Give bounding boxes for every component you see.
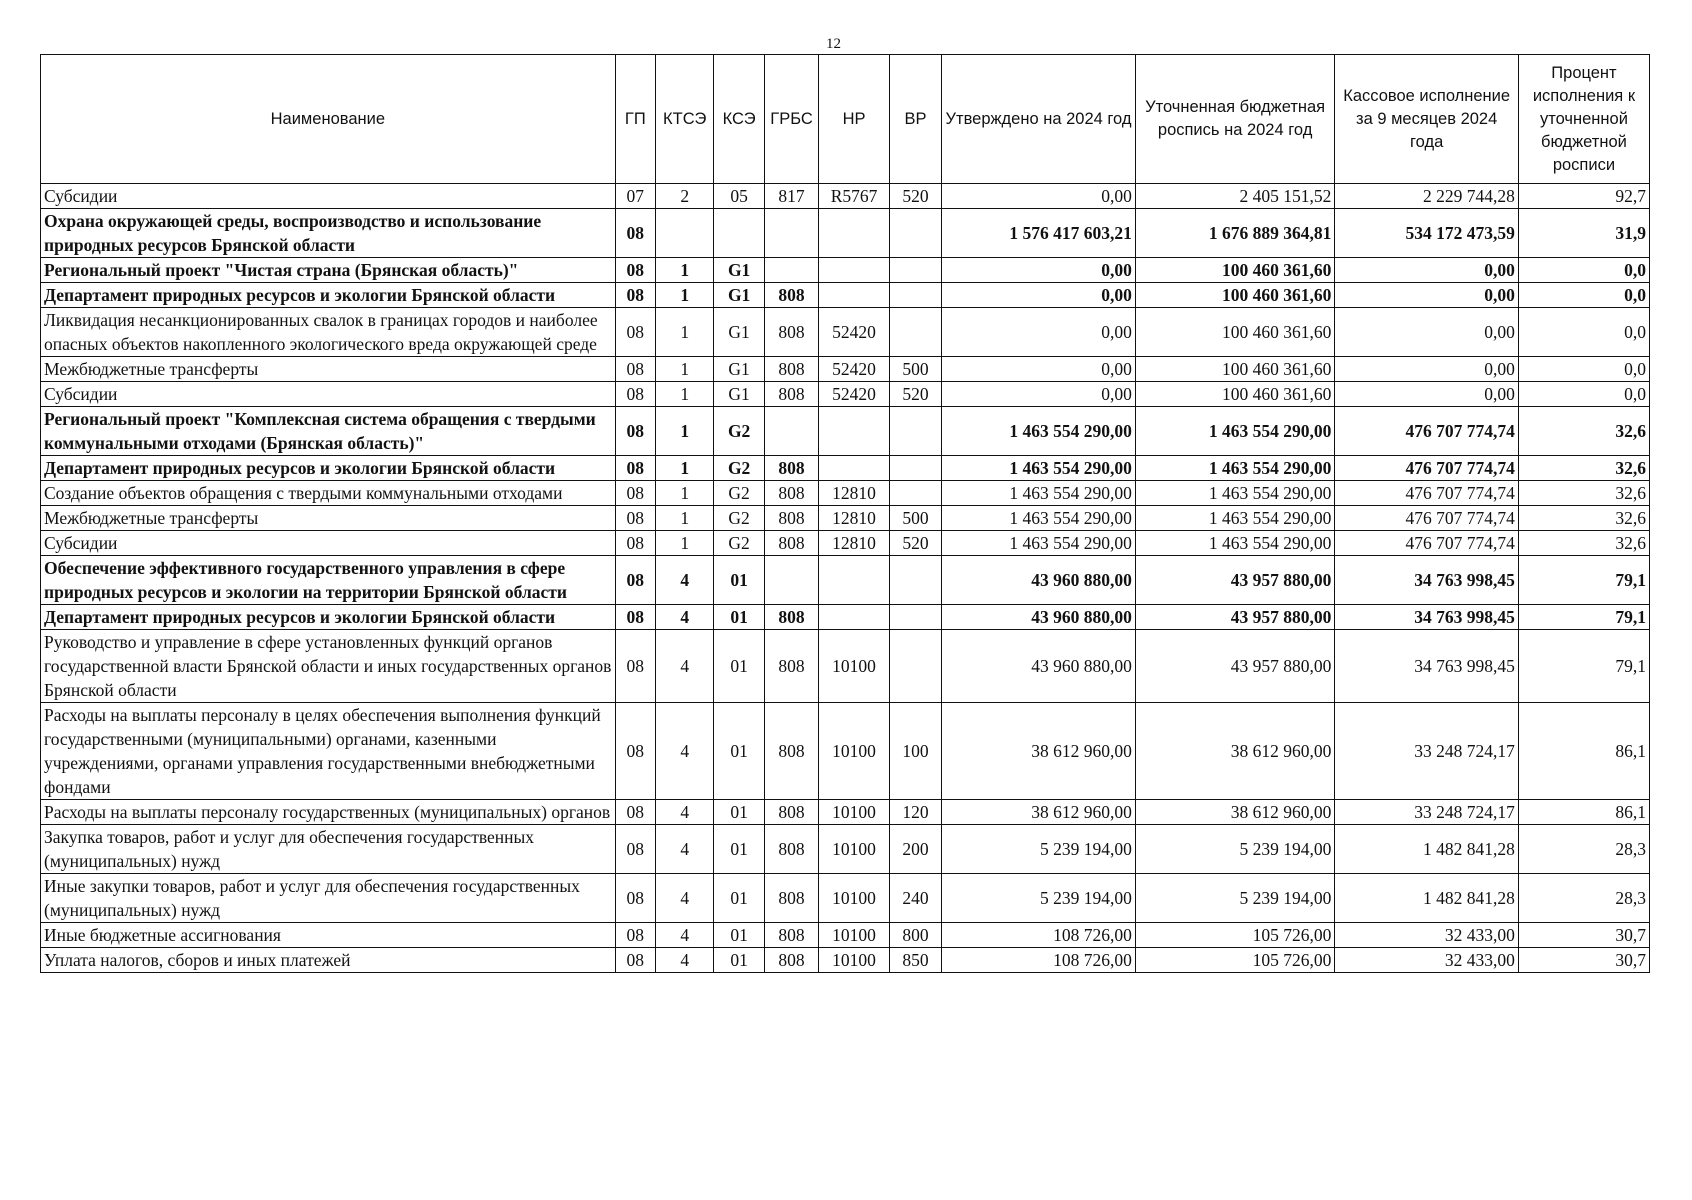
header-gp: ГП: [615, 55, 655, 184]
cell-approved: 38 612 960,00: [942, 703, 1136, 800]
cell-gp: 08: [615, 481, 655, 506]
table-row: [41, 874, 1650, 923]
cell-gp: 08: [615, 923, 655, 948]
cell-grbs: 808: [764, 923, 818, 948]
cell-gp: 08: [615, 407, 655, 456]
cell-vr: [889, 456, 941, 481]
cell-np: [819, 407, 890, 456]
cell-gp: 08: [615, 506, 655, 531]
cell-name: Уплата налогов, сборов и иных платежей: [41, 948, 616, 973]
cell-ktse: 1: [655, 258, 713, 283]
cell-np: [819, 456, 890, 481]
cell-kse: 01: [714, 825, 764, 874]
cell-grbs: 808: [764, 308, 818, 357]
cell-kse: G2: [714, 481, 764, 506]
cell-percent: 0,0: [1518, 382, 1649, 407]
cell-kse: 01: [714, 630, 764, 703]
cell-kse: 01: [714, 556, 764, 605]
cell-cash: 476 707 774,74: [1335, 531, 1518, 556]
cell-ktse: 4: [655, 923, 713, 948]
cell-np: 10100: [819, 630, 890, 703]
cell-cash: 534 172 473,59: [1335, 209, 1518, 258]
cell-name: Межбюджетные трансферты: [41, 357, 616, 382]
cell-np: 52420: [819, 357, 890, 382]
cell-refined: 43 957 880,00: [1135, 556, 1335, 605]
cell-grbs: 808: [764, 605, 818, 630]
cell-grbs: 808: [764, 703, 818, 800]
cell-grbs: 808: [764, 283, 818, 308]
cell-kse: 01: [714, 874, 764, 923]
cell-ktse: [655, 209, 713, 258]
cell-refined: 100 460 361,60: [1135, 357, 1335, 382]
cell-percent: 28,3: [1518, 825, 1649, 874]
cell-ktse: 4: [655, 874, 713, 923]
header-cash: Кассовое исполнение за 9 месяцев 2024 года: [1335, 55, 1518, 184]
table-row: [41, 258, 1650, 283]
cell-gp: 08: [615, 456, 655, 481]
cell-np: 10100: [819, 923, 890, 948]
header-grbs: ГРБС: [764, 55, 818, 184]
table-row: [41, 184, 1650, 209]
cell-vr: 500: [889, 357, 941, 382]
cell-percent: 0,0: [1518, 308, 1649, 357]
cell-approved: 1 463 554 290,00: [942, 531, 1136, 556]
cell-name: Расходы на выплаты персоналу государственных (муниципальных) органов: [41, 800, 616, 825]
budget-execution-table: [40, 54, 1650, 973]
cell-vr: [889, 209, 941, 258]
cell-vr: [889, 605, 941, 630]
cell-vr: [889, 308, 941, 357]
cell-np: 12810: [819, 531, 890, 556]
cell-approved: 0,00: [942, 382, 1136, 407]
cell-grbs: 808: [764, 630, 818, 703]
header-percent: Процент исполнения к уточненной бюджетной росписи: [1518, 55, 1649, 184]
table-row: [41, 481, 1650, 506]
cell-cash: 476 707 774,74: [1335, 481, 1518, 506]
table-row: [41, 923, 1650, 948]
cell-grbs: [764, 209, 818, 258]
cell-cash: 34 763 998,45: [1335, 605, 1518, 630]
cell-approved: 0,00: [942, 308, 1136, 357]
cell-percent: 32,6: [1518, 506, 1649, 531]
cell-vr: [889, 556, 941, 605]
cell-name: Ликвидация несанкционированных свалок в границах городов и наиболее опасных объектов накопленного экологического вреда окружающей среде: [41, 308, 616, 357]
cell-percent: 31,9: [1518, 209, 1649, 258]
cell-ktse: 1: [655, 407, 713, 456]
cell-kse: 01: [714, 703, 764, 800]
cell-approved: 38 612 960,00: [942, 800, 1136, 825]
cell-cash: 2 229 744,28: [1335, 184, 1518, 209]
cell-refined: 43 957 880,00: [1135, 630, 1335, 703]
cell-ktse: 4: [655, 825, 713, 874]
cell-vr: [889, 407, 941, 456]
table-row: [41, 456, 1650, 481]
cell-kse: [714, 209, 764, 258]
cell-kse: G2: [714, 456, 764, 481]
cell-percent: 0,0: [1518, 357, 1649, 382]
cell-approved: 108 726,00: [942, 923, 1136, 948]
cell-vr: [889, 481, 941, 506]
cell-grbs: 808: [764, 825, 818, 874]
table-row: [41, 209, 1650, 258]
table-row: [41, 605, 1650, 630]
cell-refined: 100 460 361,60: [1135, 308, 1335, 357]
cell-vr: 520: [889, 382, 941, 407]
cell-gp: 08: [615, 382, 655, 407]
cell-ktse: 1: [655, 531, 713, 556]
cell-cash: 476 707 774,74: [1335, 407, 1518, 456]
cell-kse: G2: [714, 531, 764, 556]
cell-cash: 34 763 998,45: [1335, 556, 1518, 605]
cell-percent: 32,6: [1518, 531, 1649, 556]
cell-refined: 1 463 554 290,00: [1135, 407, 1335, 456]
cell-ktse: 4: [655, 948, 713, 973]
cell-vr: [889, 283, 941, 308]
cell-name: Субсидии: [41, 184, 616, 209]
cell-vr: 500: [889, 506, 941, 531]
cell-cash: 0,00: [1335, 258, 1518, 283]
cell-percent: 32,6: [1518, 456, 1649, 481]
cell-gp: 08: [615, 630, 655, 703]
cell-gp: 08: [615, 556, 655, 605]
cell-np: 10100: [819, 948, 890, 973]
table-row: [41, 308, 1650, 357]
cell-approved: 5 239 194,00: [942, 874, 1136, 923]
cell-name: Закупка товаров, работ и услуг для обеспечения государственных (муниципальных) нужд: [41, 825, 616, 874]
cell-approved: 0,00: [942, 283, 1136, 308]
cell-percent: 79,1: [1518, 556, 1649, 605]
cell-kse: 05: [714, 184, 764, 209]
cell-approved: 0,00: [942, 258, 1136, 283]
table-row: [41, 382, 1650, 407]
cell-gp: 08: [615, 948, 655, 973]
cell-cash: 32 433,00: [1335, 923, 1518, 948]
cell-ktse: 1: [655, 283, 713, 308]
cell-np: R5767: [819, 184, 890, 209]
cell-refined: 1 463 554 290,00: [1135, 456, 1335, 481]
cell-ktse: 1: [655, 382, 713, 407]
header-name: Наименование: [41, 55, 616, 184]
cell-gp: 08: [615, 283, 655, 308]
cell-approved: 0,00: [942, 184, 1136, 209]
cell-kse: G1: [714, 283, 764, 308]
cell-grbs: [764, 258, 818, 283]
cell-approved: 1 463 554 290,00: [942, 456, 1136, 481]
cell-gp: 08: [615, 800, 655, 825]
cell-cash: 33 248 724,17: [1335, 800, 1518, 825]
cell-np: 10100: [819, 703, 890, 800]
cell-percent: 30,7: [1518, 948, 1649, 973]
cell-refined: 38 612 960,00: [1135, 800, 1335, 825]
cell-ktse: 1: [655, 481, 713, 506]
cell-kse: G1: [714, 357, 764, 382]
table-body: [41, 184, 1650, 973]
cell-vr: 800: [889, 923, 941, 948]
header-np: НР: [819, 55, 890, 184]
cell-np: [819, 556, 890, 605]
cell-refined: 1 463 554 290,00: [1135, 481, 1335, 506]
cell-percent: 32,6: [1518, 407, 1649, 456]
cell-gp: 08: [615, 874, 655, 923]
cell-ktse: 4: [655, 630, 713, 703]
cell-gp: 08: [615, 258, 655, 283]
table-row: [41, 357, 1650, 382]
cell-vr: 520: [889, 184, 941, 209]
header-approved: Утверждено на 2024 год: [942, 55, 1136, 184]
table-row: [41, 283, 1650, 308]
cell-cash: 0,00: [1335, 357, 1518, 382]
cell-grbs: 808: [764, 800, 818, 825]
header-vr: ВР: [889, 55, 941, 184]
cell-approved: 5 239 194,00: [942, 825, 1136, 874]
cell-vr: 240: [889, 874, 941, 923]
cell-kse: 01: [714, 605, 764, 630]
page-number: 12: [826, 36, 841, 52]
cell-approved: 1 576 417 603,21: [942, 209, 1136, 258]
cell-name: Региональный проект "Комплексная система обращения с твердыми коммунальными отходами (Брянская область)": [41, 407, 616, 456]
cell-kse: G1: [714, 258, 764, 283]
cell-refined: 100 460 361,60: [1135, 382, 1335, 407]
cell-kse: G2: [714, 407, 764, 456]
cell-refined: 38 612 960,00: [1135, 703, 1335, 800]
cell-percent: 28,3: [1518, 874, 1649, 923]
cell-ktse: 4: [655, 800, 713, 825]
cell-percent: 30,7: [1518, 923, 1649, 948]
cell-name: Иные закупки товаров, работ и услуг для обеспечения государственных (муниципальных) нужд: [41, 874, 616, 923]
cell-name: Субсидии: [41, 531, 616, 556]
cell-np: 52420: [819, 382, 890, 407]
cell-percent: 0,0: [1518, 258, 1649, 283]
cell-percent: 92,7: [1518, 184, 1649, 209]
cell-name: Иные бюджетные ассигнования: [41, 923, 616, 948]
cell-grbs: [764, 407, 818, 456]
cell-refined: 105 726,00: [1135, 923, 1335, 948]
table-row: [41, 825, 1650, 874]
cell-name: Региональный проект "Чистая страна (Брянская область)": [41, 258, 616, 283]
cell-ktse: 4: [655, 703, 713, 800]
cell-approved: 1 463 554 290,00: [942, 481, 1136, 506]
cell-cash: 1 482 841,28: [1335, 874, 1518, 923]
cell-refined: 1 676 889 364,81: [1135, 209, 1335, 258]
cell-name: Обеспечение эффективного государственного управления в сфере природных ресурсов и экологии на территории Брянской области: [41, 556, 616, 605]
cell-np: [819, 283, 890, 308]
cell-np: [819, 258, 890, 283]
cell-kse: G2: [714, 506, 764, 531]
cell-grbs: 808: [764, 531, 818, 556]
cell-vr: 200: [889, 825, 941, 874]
cell-percent: 79,1: [1518, 605, 1649, 630]
table-row: [41, 407, 1650, 456]
cell-refined: 100 460 361,60: [1135, 283, 1335, 308]
cell-cash: 34 763 998,45: [1335, 630, 1518, 703]
cell-name: Охрана окружающей среды, воспроизводство и использование природных ресурсов Брянской области: [41, 209, 616, 258]
cell-vr: [889, 258, 941, 283]
cell-approved: 0,00: [942, 357, 1136, 382]
cell-gp: 08: [615, 825, 655, 874]
cell-percent: 0,0: [1518, 283, 1649, 308]
cell-gp: 08: [615, 308, 655, 357]
cell-refined: 43 957 880,00: [1135, 605, 1335, 630]
cell-approved: 43 960 880,00: [942, 630, 1136, 703]
cell-name: Руководство и управление в сфере установленных функций органов государственной власти Брянской области и иных государственных органов Брянской области: [41, 630, 616, 703]
cell-refined: 100 460 361,60: [1135, 258, 1335, 283]
cell-cash: 32 433,00: [1335, 948, 1518, 973]
cell-cash: 1 482 841,28: [1335, 825, 1518, 874]
cell-ktse: 1: [655, 456, 713, 481]
cell-grbs: [764, 556, 818, 605]
cell-np: [819, 209, 890, 258]
cell-grbs: 808: [764, 357, 818, 382]
cell-approved: 1 463 554 290,00: [942, 506, 1136, 531]
cell-approved: 43 960 880,00: [942, 556, 1136, 605]
table-row: [41, 703, 1650, 800]
cell-grbs: 808: [764, 948, 818, 973]
cell-refined: 1 463 554 290,00: [1135, 506, 1335, 531]
cell-name: Расходы на выплаты персоналу в целях обеспечения выполнения функций государственными (муниципальными) органами, казенными учреждениями, органами управления государственными внебюджетными фондами: [41, 703, 616, 800]
cell-ktse: 1: [655, 357, 713, 382]
cell-vr: 120: [889, 800, 941, 825]
cell-grbs: 808: [764, 382, 818, 407]
cell-ktse: 2: [655, 184, 713, 209]
cell-refined: 1 463 554 290,00: [1135, 531, 1335, 556]
header-kse: КСЭ: [714, 55, 764, 184]
cell-percent: 79,1: [1518, 630, 1649, 703]
cell-np: 10100: [819, 825, 890, 874]
table-row: [41, 800, 1650, 825]
cell-cash: 476 707 774,74: [1335, 456, 1518, 481]
cell-percent: 86,1: [1518, 800, 1649, 825]
cell-gp: 08: [615, 209, 655, 258]
table-row: [41, 556, 1650, 605]
cell-np: 12810: [819, 481, 890, 506]
cell-refined: 2 405 151,52: [1135, 184, 1335, 209]
cell-gp: 08: [615, 531, 655, 556]
cell-vr: 520: [889, 531, 941, 556]
cell-refined: 105 726,00: [1135, 948, 1335, 973]
cell-cash: 476 707 774,74: [1335, 506, 1518, 531]
cell-grbs: 808: [764, 456, 818, 481]
cell-grbs: 808: [764, 874, 818, 923]
cell-cash: 0,00: [1335, 308, 1518, 357]
cell-kse: 01: [714, 923, 764, 948]
cell-refined: 5 239 194,00: [1135, 874, 1335, 923]
cell-ktse: 4: [655, 605, 713, 630]
cell-np: 10100: [819, 874, 890, 923]
cell-kse: G1: [714, 382, 764, 407]
cell-refined: 5 239 194,00: [1135, 825, 1335, 874]
cell-vr: [889, 630, 941, 703]
cell-name: Создание объектов обращения с твердыми коммунальными отходами: [41, 481, 616, 506]
cell-kse: 01: [714, 800, 764, 825]
cell-name: Департамент природных ресурсов и экологии Брянской области: [41, 283, 616, 308]
table-row: [41, 948, 1650, 973]
cell-cash: 0,00: [1335, 382, 1518, 407]
cell-cash: 33 248 724,17: [1335, 703, 1518, 800]
cell-gp: 08: [615, 357, 655, 382]
header-refined: Уточненная бюджетная роспись на 2024 год: [1135, 55, 1335, 184]
cell-name: Департамент природных ресурсов и экологии Брянской области: [41, 605, 616, 630]
cell-grbs: 808: [764, 481, 818, 506]
cell-ktse: 4: [655, 556, 713, 605]
cell-percent: 32,6: [1518, 481, 1649, 506]
table-header-row: [41, 55, 1650, 184]
table-row: [41, 506, 1650, 531]
cell-np: 52420: [819, 308, 890, 357]
cell-name: Департамент природных ресурсов и экологии Брянской области: [41, 456, 616, 481]
cell-kse: 01: [714, 948, 764, 973]
cell-ktse: 1: [655, 506, 713, 531]
cell-percent: 86,1: [1518, 703, 1649, 800]
cell-np: 10100: [819, 800, 890, 825]
table-row: [41, 531, 1650, 556]
cell-gp: 07: [615, 184, 655, 209]
cell-np: [819, 605, 890, 630]
cell-grbs: 817: [764, 184, 818, 209]
cell-name: Субсидии: [41, 382, 616, 407]
cell-grbs: 808: [764, 506, 818, 531]
cell-gp: 08: [615, 605, 655, 630]
cell-gp: 08: [615, 703, 655, 800]
cell-name: Межбюджетные трансферты: [41, 506, 616, 531]
cell-vr: 850: [889, 948, 941, 973]
cell-approved: 1 463 554 290,00: [942, 407, 1136, 456]
cell-vr: 100: [889, 703, 941, 800]
cell-np: 12810: [819, 506, 890, 531]
cell-ktse: 1: [655, 308, 713, 357]
cell-approved: 43 960 880,00: [942, 605, 1136, 630]
table-row: [41, 630, 1650, 703]
cell-cash: 0,00: [1335, 283, 1518, 308]
cell-kse: G1: [714, 308, 764, 357]
header-ktse: КТСЭ: [655, 55, 713, 184]
cell-approved: 108 726,00: [942, 948, 1136, 973]
